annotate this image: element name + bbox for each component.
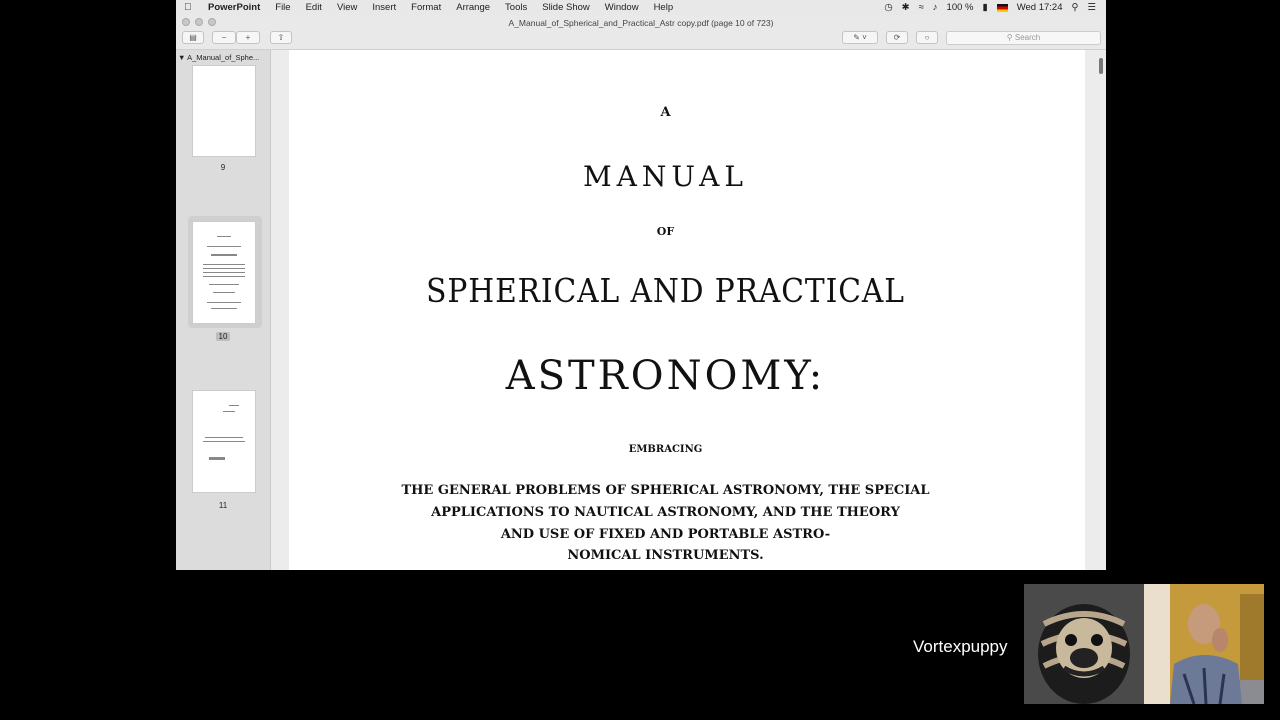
thumbnail-sidebar <box>176 50 271 570</box>
document-title: A_Manual_of_Spherical_and_Practical_Astr copy.pdf (page 10 of 723) <box>508 18 774 28</box>
share-button[interactable]: ⇧ <box>270 31 292 44</box>
clock[interactable]: Wed 17:24 <box>1016 2 1063 13</box>
page-title-line: SPHERICAL AND PRACTICAL <box>426 271 905 310</box>
sidebar-view-button[interactable]: ▤ <box>182 31 204 44</box>
menu-bar <box>176 0 1106 15</box>
zoom-in-button[interactable]: + <box>236 31 260 44</box>
spotlight-search-icon[interactable]: ⚲ <box>1071 2 1079 13</box>
page-number-9: 9 <box>220 163 226 172</box>
status-area <box>875 2 1106 13</box>
page-thumbnail-10[interactable] <box>192 221 256 324</box>
menu-slide-show[interactable]: Slide Show <box>542 2 590 13</box>
page-thumbnail-9[interactable] <box>192 65 256 157</box>
search-icon: ⚲ <box>1006 33 1013 42</box>
sidebar-document-name: A_Manual_of_Sphe... <box>187 53 260 62</box>
wifi-icon[interactable]: ≈ <box>918 2 924 13</box>
page-subtitle-line-3: AND USE OF FIXED AND PORTABLE ASTRO- <box>500 527 831 542</box>
bluetooth-icon[interactable]: ✱ <box>901 2 910 13</box>
page-subtitle-line-4: NOMICAL INSTRUMENTS. <box>567 548 764 563</box>
menu-app-name[interactable]: PowerPoint <box>208 2 261 13</box>
markup-pen-button[interactable]: ✎ ˅ <box>842 31 878 44</box>
battery-status[interactable]: 100 % <box>946 2 974 13</box>
notification-center-icon[interactable]: ☰ <box>1087 2 1096 13</box>
page-subtitle-line-2: APPLICATIONS TO NAUTICAL ASTRONOMY, AND THE THEORY <box>431 505 900 520</box>
page-astronomy-line: ASTRONOMY: <box>505 353 826 399</box>
participant-video-tile-pug[interactable] <box>1024 584 1144 704</box>
pug-avatar-icon <box>1024 584 1144 704</box>
page-subtitle-line-1: THE GENERAL PROBLEMS OF SPHERICAL ASTRONOMY, THE SPECIAL <box>401 483 930 498</box>
menu-view[interactable]: View <box>336 2 358 13</box>
page-thumbnail-11[interactable] <box>192 390 256 493</box>
apple-menu-icon[interactable] <box>184 2 198 13</box>
menu-format[interactable]: Format <box>411 2 442 13</box>
page-number-10: 10 <box>176 332 270 341</box>
annotate-button[interactable]: ○ <box>916 31 938 44</box>
menu-window[interactable]: Window <box>604 2 639 13</box>
page-line-a: A <box>660 105 671 120</box>
input-source-flag-icon[interactable] <box>997 4 1008 12</box>
menu-file[interactable]: File <box>275 2 291 13</box>
participant-video-tile-camera[interactable] <box>1144 584 1264 704</box>
search-placeholder: Search <box>1014 33 1041 42</box>
search-field[interactable] <box>946 31 1101 45</box>
menu-insert[interactable]: Insert <box>372 2 397 13</box>
disclosure-triangle-icon[interactable]: ▼ <box>178 53 186 62</box>
participant-name: Vortexpuppy <box>913 637 1008 656</box>
page-line-embracing: EMBRACING <box>628 444 703 455</box>
menu-arrange[interactable]: Arrange <box>456 2 491 13</box>
battery-icon: ▮ <box>982 2 988 13</box>
page-number-11: 11 <box>218 501 228 510</box>
menu-help[interactable]: Help <box>653 2 674 13</box>
rotate-button[interactable]: ⟳ <box>886 31 908 44</box>
preview-window <box>176 15 1106 570</box>
participant-camera-image <box>1144 584 1264 704</box>
pdf-page <box>289 50 1085 570</box>
time-machine-icon[interactable]: ◷ <box>884 2 893 13</box>
window-titlebar <box>176 15 1106 50</box>
volume-icon[interactable]: ♪ <box>932 2 938 13</box>
vertical-scrollbar[interactable] <box>1099 58 1103 74</box>
sidebar-header[interactable] <box>178 53 259 62</box>
page-line-of: OF <box>656 225 675 238</box>
menu-tools[interactable]: Tools <box>505 2 528 13</box>
menu-edit[interactable]: Edit <box>305 2 322 13</box>
page-line-manual: MANUAL <box>583 160 748 193</box>
app-menus <box>208 2 688 13</box>
document-view[interactable] <box>271 50 1106 570</box>
zoom-out-button[interactable]: − <box>212 31 236 44</box>
